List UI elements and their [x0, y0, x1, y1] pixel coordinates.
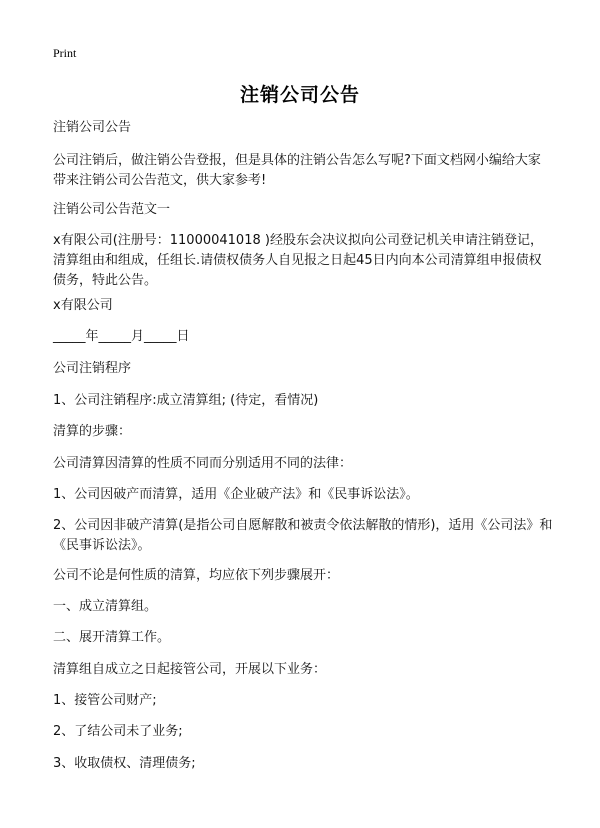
- paragraph-intro: 公司注销后，做注销公告登报，但是具体的注销公告怎么写呢?下面文档网小编给大家带来注销公司公告范文，供大家参考!: [53, 153, 541, 188]
- paragraph-item-one: 一、成立清算组。: [53, 599, 158, 614]
- paragraph-general-steps: 公司不论是何性质的清算，均应依下列步骤展开：: [53, 568, 340, 583]
- paragraph-bankruptcy: 1、公司因破产而清算，适用《企业破产法》和《民事诉讼法》。: [53, 487, 419, 502]
- paragraph-item-two: 二、展开清算工作。: [53, 630, 171, 645]
- paragraph-task-2: 2、了结公司未了业务;: [53, 724, 183, 739]
- paragraph-non-bankruptcy: 2、公司因非破产清算(是指公司自愿解散和被责令依法解散的情形)，适用《公司法》和《民事诉讼法》。: [53, 518, 553, 553]
- paragraph-date-blank: _____年_____月_____日: [53, 329, 190, 344]
- paragraph-heading: 注销公司公告: [53, 120, 132, 135]
- paragraph-law-intro: 公司清算因清算的性质不同而分别适用不同的法律：: [53, 456, 353, 471]
- paragraph-task-3: 3、收取债权、清理债务;: [53, 756, 196, 771]
- paragraph-step-1: 1、公司注销程序:成立清算组; (待定，看情况): [53, 393, 319, 408]
- print-link[interactable]: Print: [53, 46, 77, 60]
- paragraph-notice-body: x有限公司(注册号：11000041018 )经股东会决议拟向公司登记机关申请注销登记，清算组由和组成，任组长.请债权债务人自见报之日起45日内向本公司清算组申报债权债务，特此公告。: [53, 233, 543, 288]
- document-title: 注销公司公告: [239, 84, 360, 106]
- paragraph-procedure-heading: 公司注销程序: [53, 361, 132, 376]
- paragraph-company-name: x有限公司: [53, 298, 113, 313]
- paragraph-steps-heading: 清算的步骤：: [53, 424, 132, 439]
- paragraph-takeover: 清算组自成立之日起接管公司，开展以下业务：: [53, 662, 327, 677]
- paragraph-task-1: 1、接管公司财产;: [53, 693, 157, 708]
- paragraph-sample-heading: 注销公司公告范文一: [53, 202, 171, 217]
